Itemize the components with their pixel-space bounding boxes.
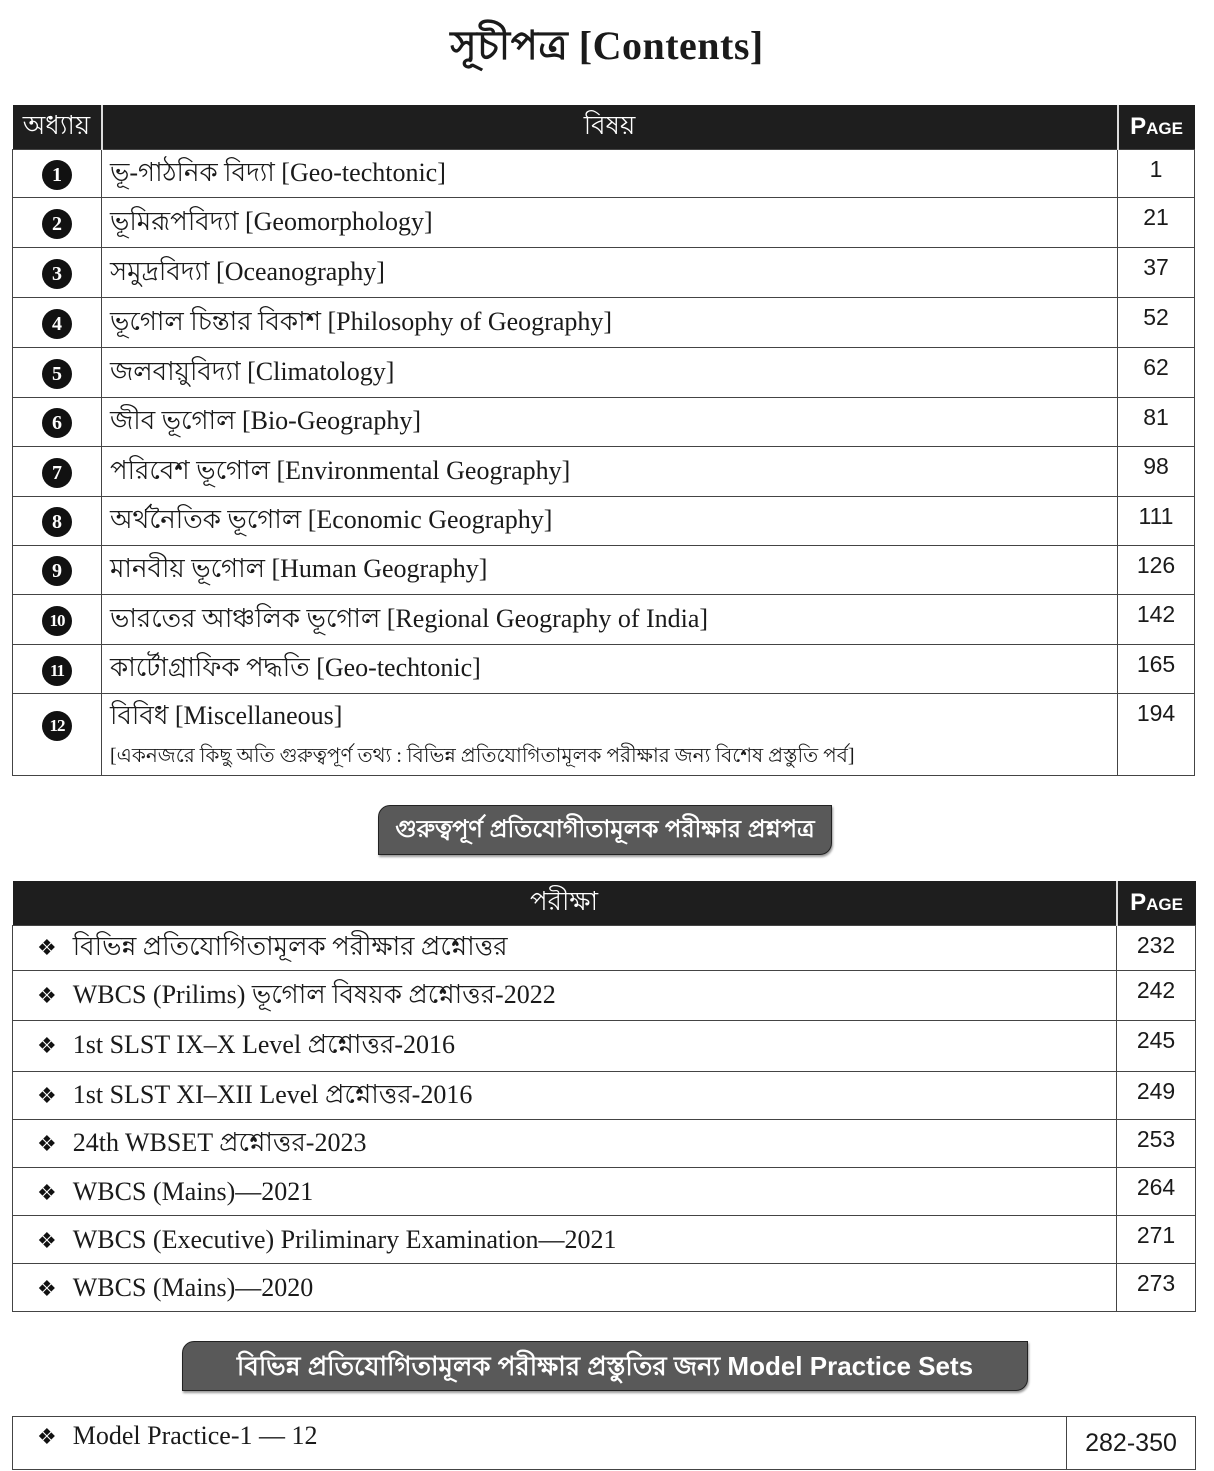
page-number: 62 bbox=[1118, 348, 1195, 398]
model-practice-table bbox=[12, 1416, 1196, 1470]
chapter-number-badge: 1 bbox=[42, 160, 72, 190]
table-row bbox=[13, 150, 1195, 198]
page-number: 111 bbox=[1118, 497, 1195, 546]
table-row bbox=[13, 1417, 1196, 1470]
contents-header-row bbox=[13, 105, 1195, 150]
table-row bbox=[13, 1120, 1196, 1168]
table-row bbox=[13, 398, 1195, 447]
chapter-number-badge: 12 bbox=[42, 711, 72, 741]
exam-title[interactable]: WBCS (Executive) Priliminary Examination—2021 bbox=[72, 1224, 617, 1254]
table-row bbox=[13, 1168, 1196, 1216]
page-number: 37 bbox=[1118, 248, 1195, 298]
chapter-number-badge: 5 bbox=[42, 359, 72, 389]
chapter-number-badge: 3 bbox=[42, 259, 72, 289]
chapter-number-badge: 10 bbox=[42, 606, 72, 636]
chapter-number-badge: 2 bbox=[42, 209, 72, 239]
page-number: 264 bbox=[1117, 1168, 1196, 1216]
exam-title[interactable]: WBCS (Prilims) ভূগোল বিষয়ক প্রশ্নোত্তর-2022 bbox=[72, 979, 556, 1009]
table-row bbox=[13, 198, 1195, 248]
page-number: 253 bbox=[1117, 1120, 1196, 1168]
diamond-bullet-icon: ❖ bbox=[37, 936, 57, 961]
page-number: 245 bbox=[1117, 1021, 1196, 1072]
table-row bbox=[13, 1216, 1196, 1264]
chapter-number-badge: 4 bbox=[42, 309, 72, 339]
diamond-bullet-icon: ❖ bbox=[37, 1276, 57, 1302]
exam-title[interactable]: WBCS (Mains)—2020 bbox=[72, 1272, 314, 1302]
chapter-title[interactable]: অর্থনৈতিক ভূগোল [Economic Geography] bbox=[102, 497, 1118, 546]
table-row bbox=[13, 926, 1196, 971]
chapter-number-badge: 11 bbox=[42, 656, 72, 686]
chapter-title[interactable]: ভূমিরূপবিদ্যা [Geomorphology] bbox=[102, 198, 1118, 248]
page-number: 98 bbox=[1118, 447, 1195, 497]
model-practice-title[interactable]: Model Practice-1 — 12 bbox=[72, 1421, 318, 1450]
header-subject: বিষয় bbox=[102, 105, 1118, 150]
header-chapter: অধ্যায় bbox=[13, 105, 102, 150]
table-row bbox=[13, 694, 1195, 776]
header-exam: পরীক্ষা bbox=[13, 881, 1117, 926]
table-row bbox=[13, 1072, 1196, 1120]
chapter-title[interactable]: ভূ-গাঠনিক বিদ্যা [Geo-techtonic] bbox=[102, 150, 1118, 198]
diamond-bullet-icon: ❖ bbox=[37, 983, 57, 1009]
table-row bbox=[13, 1021, 1196, 1072]
page-number: 165 bbox=[1118, 645, 1195, 694]
exam-title[interactable]: বিভিন্ন প্রতিযোগিতামূলক পরীক্ষার প্রশ্নোত্তর bbox=[72, 932, 508, 961]
chapter-title[interactable]: জলবায়ুবিদ্যা [Climatology] bbox=[102, 348, 1118, 398]
exam-header-row bbox=[13, 881, 1196, 926]
chapter-cell bbox=[102, 694, 1118, 776]
section-banner-exams: গুরুত্বপূর্ণ প্রতিযোগীতামূলক পরীক্ষার প্রশ্নপত্র bbox=[378, 805, 832, 855]
chapter-title[interactable]: বিবিধ [Miscellaneous] bbox=[110, 701, 343, 730]
diamond-bullet-icon: ❖ bbox=[37, 1131, 57, 1157]
diamond-bullet-icon: ❖ bbox=[37, 1034, 57, 1059]
chapter-note: [একনজরে কিছু অতি গুরুত্বপূর্ণ তথ্য : বিভিন্ন প্রতিযোগিতামূলক পরীক্ষার জন্য বিশেষ প্রস্তুতি পর্ব] bbox=[110, 745, 855, 767]
table-row bbox=[13, 348, 1195, 398]
chapter-number-badge: 8 bbox=[42, 507, 72, 537]
page-number: 194 bbox=[1118, 694, 1195, 776]
page-number: 242 bbox=[1117, 971, 1196, 1021]
page-number: 273 bbox=[1117, 1264, 1196, 1312]
exam-title[interactable]: 1st SLST XI–XII Level প্রশ্নোত্তর-2016 bbox=[72, 1079, 473, 1109]
chapter-number-badge: 7 bbox=[42, 458, 72, 488]
table-row bbox=[13, 447, 1195, 497]
header-page: Page bbox=[1118, 105, 1195, 150]
header-page: Page bbox=[1117, 881, 1196, 926]
chapter-title[interactable]: সমুদ্রবিদ্যা [Oceanography] bbox=[102, 248, 1118, 298]
diamond-bullet-icon: ❖ bbox=[37, 1425, 57, 1450]
page-number: 126 bbox=[1118, 546, 1195, 595]
chapter-title[interactable]: পরিবেশ ভূগোল [Environmental Geography] bbox=[102, 447, 1118, 497]
page-number: 21 bbox=[1118, 198, 1195, 248]
table-row bbox=[13, 497, 1195, 546]
page-range: 282-350 bbox=[1067, 1417, 1196, 1470]
diamond-bullet-icon: ❖ bbox=[37, 1083, 57, 1109]
page-number: 81 bbox=[1118, 398, 1195, 447]
page-number: 271 bbox=[1117, 1216, 1196, 1264]
chapter-title[interactable]: ভূগোল চিন্তার বিকাশ [Philosophy of Geography] bbox=[102, 298, 1118, 348]
table-row bbox=[13, 248, 1195, 298]
page-number: 142 bbox=[1118, 595, 1195, 645]
page-number: 232 bbox=[1117, 926, 1196, 971]
section-banner-model-practice: বিভিন্ন প্রতিযোগিতামূলক পরীক্ষার প্রস্তুতির জন্য Model Practice Sets bbox=[182, 1341, 1028, 1391]
table-row bbox=[13, 1264, 1196, 1312]
diamond-bullet-icon: ❖ bbox=[37, 1180, 57, 1206]
table-row bbox=[13, 546, 1195, 595]
exam-title[interactable]: 24th WBSET প্রশ্নোত্তর-2023 bbox=[72, 1127, 367, 1157]
chapter-title[interactable]: কার্টোগ্রাফিক পদ্ধতি [Geo-techtonic] bbox=[102, 645, 1118, 694]
table-row bbox=[13, 595, 1195, 645]
exam-title[interactable]: 1st SLST IX–X Level প্রশ্নোত্তর-2016 bbox=[72, 1030, 456, 1059]
page-number: 1 bbox=[1118, 150, 1195, 198]
table-row bbox=[13, 971, 1196, 1021]
chapter-number-badge: 9 bbox=[42, 556, 72, 586]
table-row bbox=[13, 645, 1195, 694]
contents-table bbox=[12, 105, 1195, 776]
chapter-number-badge: 6 bbox=[42, 408, 72, 438]
exam-table bbox=[12, 881, 1196, 1312]
chapter-title[interactable]: জীব ভূগোল [Bio-Geography] bbox=[102, 398, 1118, 447]
diamond-bullet-icon: ❖ bbox=[37, 1228, 57, 1254]
table-row bbox=[13, 298, 1195, 348]
chapter-title[interactable]: ভারতের আঞ্চলিক ভূগোল [Regional Geography of India] bbox=[102, 595, 1118, 645]
page-number: 52 bbox=[1118, 298, 1195, 348]
page-number: 249 bbox=[1117, 1072, 1196, 1120]
exam-title[interactable]: WBCS (Mains)—2021 bbox=[72, 1176, 314, 1206]
page-title: সূচীপত্র [Contents] bbox=[450, 23, 764, 68]
chapter-title[interactable]: মানবীয় ভূগোল [Human Geography] bbox=[102, 546, 1118, 595]
